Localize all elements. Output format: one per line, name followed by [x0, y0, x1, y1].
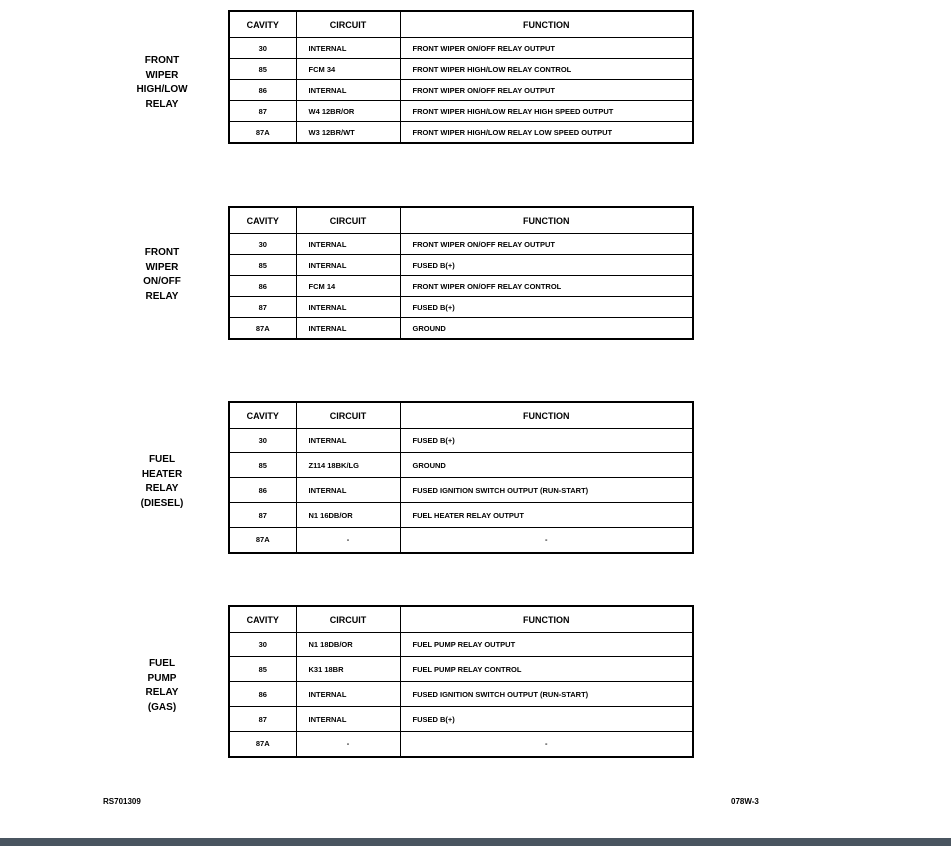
function-cell: FUSED B(+)	[400, 429, 693, 453]
relay-table-fuel-heater	[228, 401, 694, 554]
relay-table-front-wiper-on-off	[228, 206, 694, 340]
circuit-cell: -	[296, 732, 400, 757]
bottom-bar	[0, 838, 951, 846]
cavity-cell: 87A	[229, 122, 296, 144]
function-cell: FUSED B(+)	[400, 707, 693, 732]
circuit-cell: N1 16DB/OR	[296, 503, 400, 528]
circuit-cell: INTERNAL	[296, 318, 400, 340]
header-circuit: CIRCUIT	[296, 207, 400, 234]
function-cell: FUEL HEATER RELAY OUTPUT	[400, 503, 693, 528]
table-row	[229, 732, 693, 757]
table-row	[229, 101, 693, 122]
function-cell: FRONT WIPER HIGH/LOW RELAY HIGH SPEED OUTPUT	[400, 101, 693, 122]
table-header-row	[229, 11, 693, 38]
figure-id-left: RS701309	[103, 797, 141, 806]
circuit-cell: INTERNAL	[296, 234, 400, 255]
table-header-row	[229, 207, 693, 234]
function-cell: FUSED IGNITION SWITCH OUTPUT (RUN-START)	[400, 478, 693, 503]
cavity-cell: 86	[229, 682, 296, 707]
circuit-cell: INTERNAL	[296, 38, 400, 59]
relay-table-fuel-pump	[228, 605, 694, 758]
header-cavity: CAVITY	[229, 606, 296, 633]
cavity-cell: 87A	[229, 732, 296, 757]
function-cell: FUSED IGNITION SWITCH OUTPUT (RUN-START)	[400, 682, 693, 707]
circuit-cell: FCM 14	[296, 276, 400, 297]
circuit-cell: W4 12BR/OR	[296, 101, 400, 122]
function-cell: FUEL PUMP RELAY CONTROL	[400, 657, 693, 682]
table-row	[229, 59, 693, 80]
header-function: FUNCTION	[400, 11, 693, 38]
circuit-cell: FCM 34	[296, 59, 400, 80]
relay-label-front-wiper-on-off: FRONT WIPER ON/OFF RELAY	[143, 247, 181, 302]
table-row	[229, 234, 693, 255]
function-cell: GROUND	[400, 318, 693, 340]
circuit-cell: INTERNAL	[296, 478, 400, 503]
table-row	[229, 478, 693, 503]
header-function: FUNCTION	[400, 207, 693, 234]
cavity-cell: 30	[229, 38, 296, 59]
table-row	[229, 682, 693, 707]
cavity-cell: 85	[229, 255, 296, 276]
cavity-cell: 30	[229, 234, 296, 255]
cavity-cell: 86	[229, 276, 296, 297]
table-row	[229, 38, 693, 59]
figure-id-right: 078W-3	[731, 797, 759, 806]
relay-label-fuel-heater: FUEL HEATER RELAY (DIESEL)	[140, 454, 184, 509]
function-cell: FUEL PUMP RELAY OUTPUT	[400, 633, 693, 657]
table-row	[229, 318, 693, 340]
table-row	[229, 707, 693, 732]
function-cell: FRONT WIPER ON/OFF RELAY OUTPUT	[400, 80, 693, 101]
cavity-cell: 30	[229, 429, 296, 453]
table-header-row	[229, 606, 693, 633]
cavity-cell: 87	[229, 707, 296, 732]
header-circuit: CIRCUIT	[296, 11, 400, 38]
relay-table-front-wiper-high-low	[228, 10, 694, 144]
function-cell: FRONT WIPER ON/OFF RELAY OUTPUT	[400, 234, 693, 255]
cavity-cell: 87A	[229, 528, 296, 553]
cavity-cell: 87	[229, 297, 296, 318]
table-row	[229, 453, 693, 478]
circuit-cell: N1 18DB/OR	[296, 633, 400, 657]
table-row	[229, 633, 693, 657]
function-cell: FRONT WIPER HIGH/LOW RELAY LOW SPEED OUTPUT	[400, 122, 693, 144]
circuit-cell: INTERNAL	[296, 80, 400, 101]
header-cavity: CAVITY	[229, 11, 296, 38]
table-row	[229, 297, 693, 318]
table-row	[229, 276, 693, 297]
function-cell: FUSED B(+)	[400, 255, 693, 276]
header-function: FUNCTION	[400, 606, 693, 633]
circuit-cell: INTERNAL	[296, 707, 400, 732]
circuit-cell: K31 18BR	[296, 657, 400, 682]
table-row	[229, 657, 693, 682]
function-cell: FRONT WIPER ON/OFF RELAY OUTPUT	[400, 38, 693, 59]
cavity-cell: 30	[229, 633, 296, 657]
circuit-cell: W3 12BR/WT	[296, 122, 400, 144]
relay-label-front-wiper-high-low: FRONT WIPER HIGH/LOW RELAY	[136, 55, 188, 110]
table-row	[229, 80, 693, 101]
circuit-cell: INTERNAL	[296, 682, 400, 707]
cavity-cell: 85	[229, 453, 296, 478]
function-cell: GROUND	[400, 453, 693, 478]
table-row	[229, 429, 693, 453]
table-header-row	[229, 402, 693, 429]
header-cavity: CAVITY	[229, 402, 296, 429]
table-row	[229, 122, 693, 144]
cavity-cell: 86	[229, 478, 296, 503]
circuit-cell: INTERNAL	[296, 297, 400, 318]
cavity-cell: 85	[229, 59, 296, 80]
circuit-cell: INTERNAL	[296, 255, 400, 276]
table-row	[229, 255, 693, 276]
function-cell: -	[400, 528, 693, 553]
cavity-cell: 86	[229, 80, 296, 101]
cavity-cell: 87	[229, 101, 296, 122]
header-circuit: CIRCUIT	[296, 402, 400, 429]
function-cell: FRONT WIPER HIGH/LOW RELAY CONTROL	[400, 59, 693, 80]
header-circuit: CIRCUIT	[296, 606, 400, 633]
cavity-cell: 85	[229, 657, 296, 682]
circuit-cell: -	[296, 528, 400, 553]
relay-label-fuel-pump: FUEL PUMP RELAY (GAS)	[145, 658, 179, 713]
header-cavity: CAVITY	[229, 207, 296, 234]
function-cell: FRONT WIPER ON/OFF RELAY CONTROL	[400, 276, 693, 297]
circuit-cell: INTERNAL	[296, 429, 400, 453]
function-cell: -	[400, 732, 693, 757]
function-cell: FUSED B(+)	[400, 297, 693, 318]
cavity-cell: 87	[229, 503, 296, 528]
circuit-cell: Z114 18BK/LG	[296, 453, 400, 478]
table-row	[229, 503, 693, 528]
table-row	[229, 528, 693, 553]
cavity-cell: 87A	[229, 318, 296, 340]
header-function: FUNCTION	[400, 402, 693, 429]
